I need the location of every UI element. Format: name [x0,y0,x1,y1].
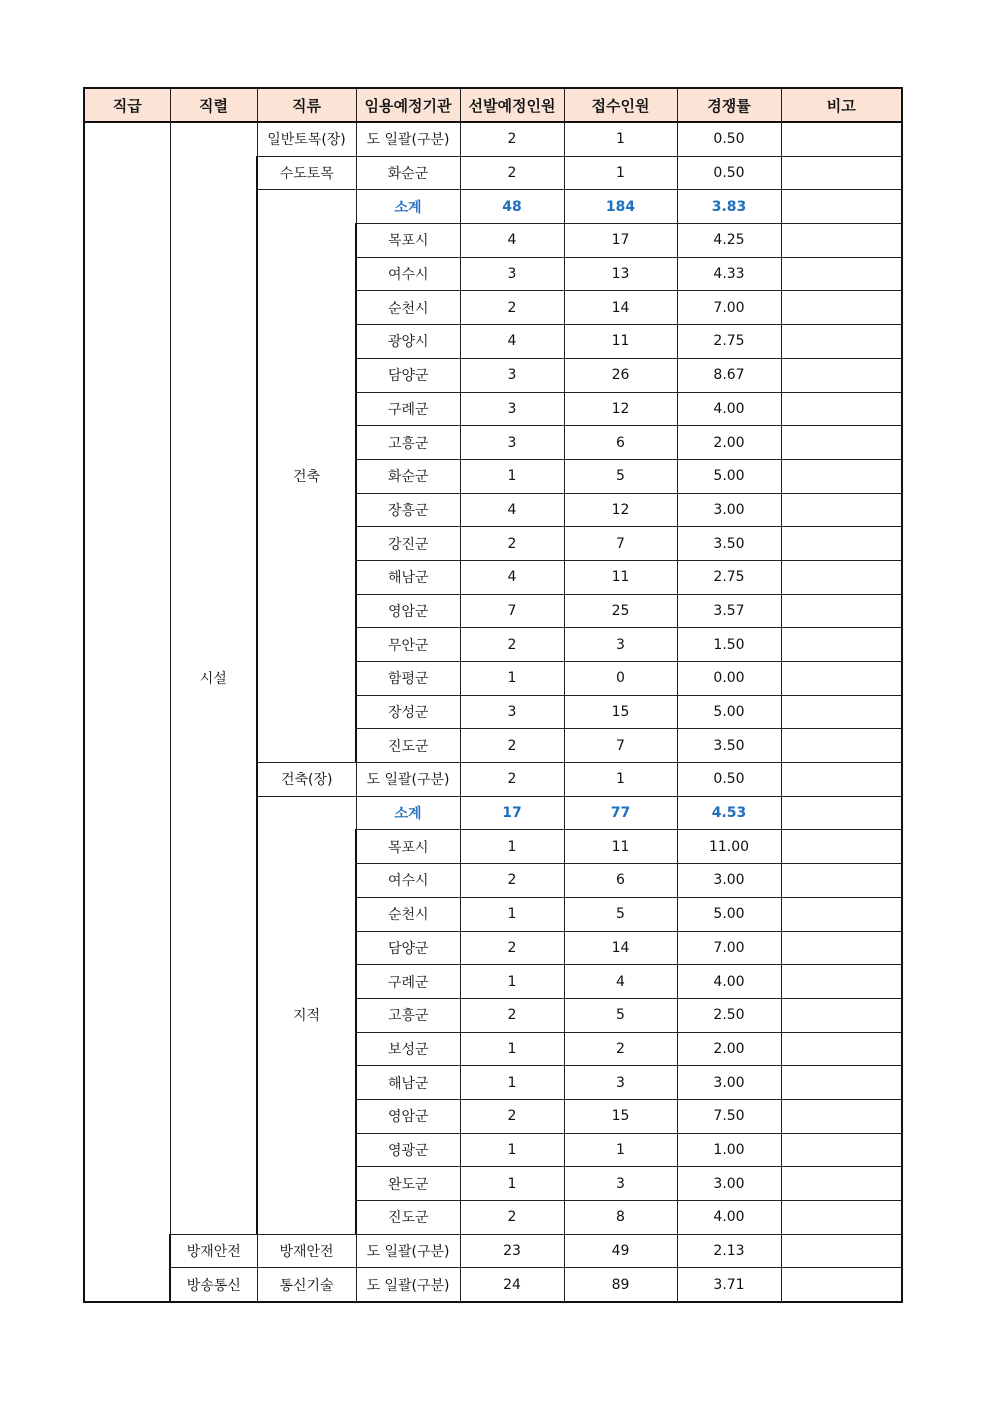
applicants-cell: 8 [564,1201,677,1235]
applicants-cell: 3 [564,1167,677,1201]
applicants-cell: 26 [564,358,677,392]
agency-cell: 순천시 [356,897,460,931]
ratio-cell: 3.50 [677,729,781,763]
header-specialty: 직류 [257,88,356,122]
note-cell [781,1066,902,1100]
planned-cell: 2 [460,156,564,190]
ratio-cell: 2.50 [677,998,781,1032]
note-cell [781,1032,902,1066]
applicants-cell: 4 [564,965,677,999]
table-row [84,1268,902,1302]
note-cell [781,156,902,190]
agency-cell: 진도군 [356,1201,460,1235]
planned-cell: 2 [460,763,564,797]
ratio-cell: 7.50 [677,1099,781,1133]
note-cell [781,358,902,392]
ratio-cell: 4.33 [677,257,781,291]
ratio-cell: 0.50 [677,156,781,190]
ratio-cell: 1.00 [677,1133,781,1167]
agency-cell: 여수시 [356,864,460,898]
agency-cell: 구례군 [356,965,460,999]
ratio-cell: 4.00 [677,965,781,999]
planned-cell: 2 [460,729,564,763]
note-cell [781,729,902,763]
ratio-cell: 4.00 [677,1201,781,1235]
header-row [84,88,902,122]
planned-cell: 1 [460,1133,564,1167]
note-cell [781,1201,902,1235]
agency-cell: 영암군 [356,594,460,628]
applicants-cell: 14 [564,931,677,965]
ratio-cell: 3.50 [677,527,781,561]
agency-cell: 강진군 [356,527,460,561]
applicants-cell: 3 [564,628,677,662]
ratio-cell: 7.00 [677,931,781,965]
series-cell: 방송통신 [170,1268,257,1302]
ratio-cell: 0.50 [677,122,781,156]
ratio-cell: 3.00 [677,493,781,527]
note-cell [781,695,902,729]
applicants-cell: 1 [564,763,677,797]
planned-cell: 1 [460,459,564,493]
applicants-cell: 2 [564,1032,677,1066]
ratio-cell: 4.53 [677,796,781,830]
header-series: 직렬 [170,88,257,122]
agency-cell: 고흥군 [356,426,460,460]
applicants-cell: 6 [564,864,677,898]
planned-cell: 2 [460,527,564,561]
agency-cell: 장성군 [356,695,460,729]
agency-cell: 진도군 [356,729,460,763]
agency-cell: 영암군 [356,1099,460,1133]
agency-cell: 소계 [356,190,460,224]
planned-cell: 4 [460,493,564,527]
agency-cell: 해남군 [356,1066,460,1100]
note-cell [781,392,902,426]
applicants-cell: 25 [564,594,677,628]
grade-cell [84,122,170,1302]
ratio-cell: 5.00 [677,897,781,931]
planned-cell: 1 [460,1167,564,1201]
ratio-cell: 2.75 [677,560,781,594]
planned-cell: 2 [460,1201,564,1235]
planned-cell: 4 [460,224,564,258]
series-cell: 방재안전 [170,1234,257,1268]
applicants-cell: 14 [564,291,677,325]
table-body [84,122,902,1302]
agency-cell: 여수시 [356,257,460,291]
planned-cell: 1 [460,662,564,696]
ratio-cell: 4.00 [677,392,781,426]
agency-cell: 영광군 [356,1133,460,1167]
specialty-cell: 방재안전 [257,1234,356,1268]
ratio-cell: 3.83 [677,190,781,224]
ratio-cell: 0.00 [677,662,781,696]
note-cell [781,662,902,696]
agency-cell: 고흥군 [356,998,460,1032]
ratio-cell: 2.75 [677,325,781,359]
note-cell [781,459,902,493]
agency-cell: 도 일괄(구분) [356,1268,460,1302]
note-cell [781,122,902,156]
agency-cell: 완도군 [356,1167,460,1201]
planned-cell: 3 [460,257,564,291]
agency-cell: 도 일괄(구분) [356,122,460,156]
ratio-cell: 2.00 [677,1032,781,1066]
applicants-cell: 6 [564,426,677,460]
specialty-cell: 일반토목(장) [257,122,356,156]
planned-cell: 7 [460,594,564,628]
note-cell [781,628,902,662]
planned-cell: 2 [460,628,564,662]
planned-cell: 4 [460,325,564,359]
ratio-cell: 5.00 [677,459,781,493]
applicants-cell: 17 [564,224,677,258]
planned-cell: 2 [460,931,564,965]
applicants-cell: 15 [564,1099,677,1133]
planned-cell: 3 [460,392,564,426]
ratio-cell: 7.00 [677,291,781,325]
planned-cell: 2 [460,291,564,325]
planned-cell: 1 [460,897,564,931]
planned-cell: 48 [460,190,564,224]
applicants-cell: 49 [564,1234,677,1268]
agency-cell: 해남군 [356,560,460,594]
ratio-cell: 3.57 [677,594,781,628]
note-cell [781,864,902,898]
header-note: 비고 [781,88,902,122]
specialty-cell: 건축 [257,190,356,763]
note-cell [781,224,902,258]
note-cell [781,325,902,359]
note-cell [781,796,902,830]
note-cell [781,560,902,594]
note-cell [781,830,902,864]
agency-cell: 화순군 [356,156,460,190]
header-applicants: 접수인원 [564,88,677,122]
recruitment-table [83,87,903,1303]
ratio-cell: 3.71 [677,1268,781,1302]
planned-cell: 1 [460,965,564,999]
agency-cell: 광양시 [356,325,460,359]
note-cell [781,190,902,224]
note-cell [781,291,902,325]
applicants-cell: 89 [564,1268,677,1302]
ratio-cell: 3.00 [677,1167,781,1201]
note-cell [781,965,902,999]
applicants-cell: 15 [564,695,677,729]
agency-cell: 목포시 [356,224,460,258]
note-cell [781,1167,902,1201]
table-row [84,1234,902,1268]
planned-cell: 4 [460,560,564,594]
applicants-cell: 7 [564,729,677,763]
ratio-cell: 0.50 [677,763,781,797]
applicants-cell: 11 [564,325,677,359]
note-cell [781,426,902,460]
note-cell [781,527,902,561]
note-cell [781,931,902,965]
applicants-cell: 1 [564,122,677,156]
planned-cell: 23 [460,1234,564,1268]
planned-cell: 1 [460,830,564,864]
agency-cell: 장흥군 [356,493,460,527]
agency-cell: 구례군 [356,392,460,426]
applicants-cell: 12 [564,493,677,527]
planned-cell: 3 [460,695,564,729]
note-cell [781,1133,902,1167]
header-planned: 선발예정인원 [460,88,564,122]
agency-cell: 소계 [356,796,460,830]
agency-cell: 무안군 [356,628,460,662]
planned-cell: 1 [460,1066,564,1100]
applicants-cell: 1 [564,1133,677,1167]
ratio-cell: 2.00 [677,426,781,460]
applicants-cell: 184 [564,190,677,224]
planned-cell: 3 [460,426,564,460]
planned-cell: 2 [460,864,564,898]
applicants-cell: 5 [564,459,677,493]
applicants-cell: 11 [564,830,677,864]
applicants-cell: 5 [564,897,677,931]
planned-cell: 2 [460,1099,564,1133]
specialty-cell: 건축(장) [257,763,356,797]
series-cell: 시설 [170,122,257,1234]
planned-cell: 24 [460,1268,564,1302]
note-cell [781,998,902,1032]
ratio-cell: 2.13 [677,1234,781,1268]
note-cell [781,493,902,527]
ratio-cell: 11.00 [677,830,781,864]
note-cell [781,1268,902,1302]
planned-cell: 17 [460,796,564,830]
applicants-cell: 13 [564,257,677,291]
note-cell [781,594,902,628]
ratio-cell: 4.25 [677,224,781,258]
applicants-cell: 5 [564,998,677,1032]
agency-cell: 순천시 [356,291,460,325]
planned-cell: 2 [460,998,564,1032]
note-cell [781,1099,902,1133]
ratio-cell: 1.50 [677,628,781,662]
applicants-cell: 11 [564,560,677,594]
applicants-cell: 1 [564,156,677,190]
header-grade: 직급 [84,88,170,122]
specialty-cell: 수도토목 [257,156,356,190]
specialty-cell: 통신기술 [257,1268,356,1302]
note-cell [781,897,902,931]
planned-cell: 2 [460,122,564,156]
agency-cell: 담양군 [356,358,460,392]
header-agency: 임용예정기관 [356,88,460,122]
specialty-cell: 지적 [257,796,356,1234]
note-cell [781,1234,902,1268]
applicants-cell: 12 [564,392,677,426]
ratio-cell: 3.00 [677,1066,781,1100]
ratio-cell: 3.00 [677,864,781,898]
applicants-cell: 3 [564,1066,677,1100]
planned-cell: 1 [460,1032,564,1066]
applicants-cell: 7 [564,527,677,561]
note-cell [781,763,902,797]
agency-cell: 보성군 [356,1032,460,1066]
ratio-cell: 8.67 [677,358,781,392]
header-ratio: 경쟁률 [677,88,781,122]
applicants-cell: 0 [564,662,677,696]
agency-cell: 함평군 [356,662,460,696]
agency-cell: 담양군 [356,931,460,965]
agency-cell: 목포시 [356,830,460,864]
table-row [84,122,902,156]
note-cell [781,257,902,291]
ratio-cell: 5.00 [677,695,781,729]
agency-cell: 화순군 [356,459,460,493]
applicants-cell: 77 [564,796,677,830]
agency-cell: 도 일괄(구분) [356,1234,460,1268]
agency-cell: 도 일괄(구분) [356,763,460,797]
planned-cell: 3 [460,358,564,392]
